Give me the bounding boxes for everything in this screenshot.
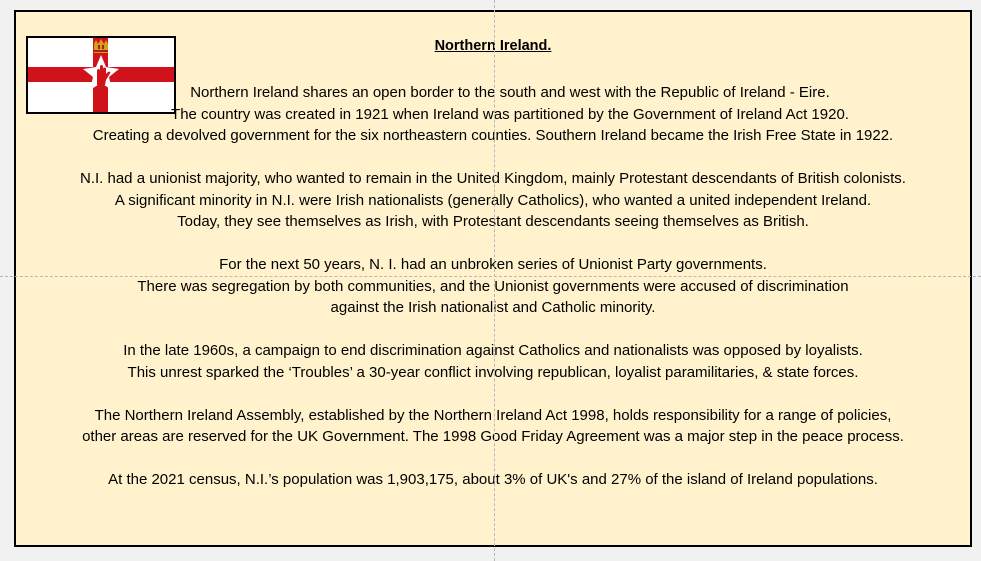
text-line: Today, they see themselves as Irish, with Protestant descendants seeing themselves as British.	[177, 213, 809, 230]
text-line: other areas are reserved for the UK Government. The 1998 Good Friday Agreement was a major step in the peace process.	[82, 428, 904, 445]
text-line: In the late 1960s, a campaign to end discrimination against Catholics and nationalists was opposed by loyalists.	[123, 342, 863, 359]
text-line: A significant minority in N.I. were Irish nationalists (generally Catholics), who wanted a united independent Ireland.	[114, 191, 872, 209]
text-line: The country was created in 1921 when Ireland was partitioned by the Government of Ireland Act 1920.	[171, 105, 849, 123]
text-line: The Northern Ireland Assembly, established by the Northern Ireland Act 1998, holds responsibility for a range of policies,	[94, 406, 892, 424]
text-line: At the 2021 census, N.I.’s population was 1,903,175, about 3% of UK's and 27% of the island of Ireland populations.	[108, 471, 878, 488]
text-line: For the next 50 years, N. I. had an unbroken series of Unionist Party governments.	[219, 256, 767, 273]
paragraph-3	[16, 254, 970, 319]
paragraph-6	[16, 469, 970, 491]
paragraph-1	[16, 82, 970, 147]
paragraph-5	[16, 405, 970, 448]
text-line: Northern Ireland shares an open border to the south and west with the Republic of Ireland - Eire.	[190, 84, 830, 101]
document-title: Northern Ireland.	[434, 38, 552, 54]
text-line: Creating a devolved government for the six northeastern counties. Southern Ireland became the Irish Free State in 1922.	[92, 127, 894, 144]
content-card	[14, 10, 972, 547]
text-line: N.I. had a unionist majority, who wanted to remain in the United Kingdom, mainly Protestant descendants of British colonists.	[80, 170, 906, 187]
text-line: This unrest sparked the ‘Troubles’ a 30-year conflict involving republican, loyalist paramilitaries, & state forces.	[127, 363, 859, 381]
text-line: There was segregation by both communities, and the Unionist governments were accused of discrimination	[137, 277, 849, 295]
text-line: against the Irish nationalist and Catholic minority.	[330, 299, 656, 316]
paragraph-4	[16, 340, 970, 383]
document-body	[16, 82, 970, 512]
paragraph-2	[16, 168, 970, 233]
